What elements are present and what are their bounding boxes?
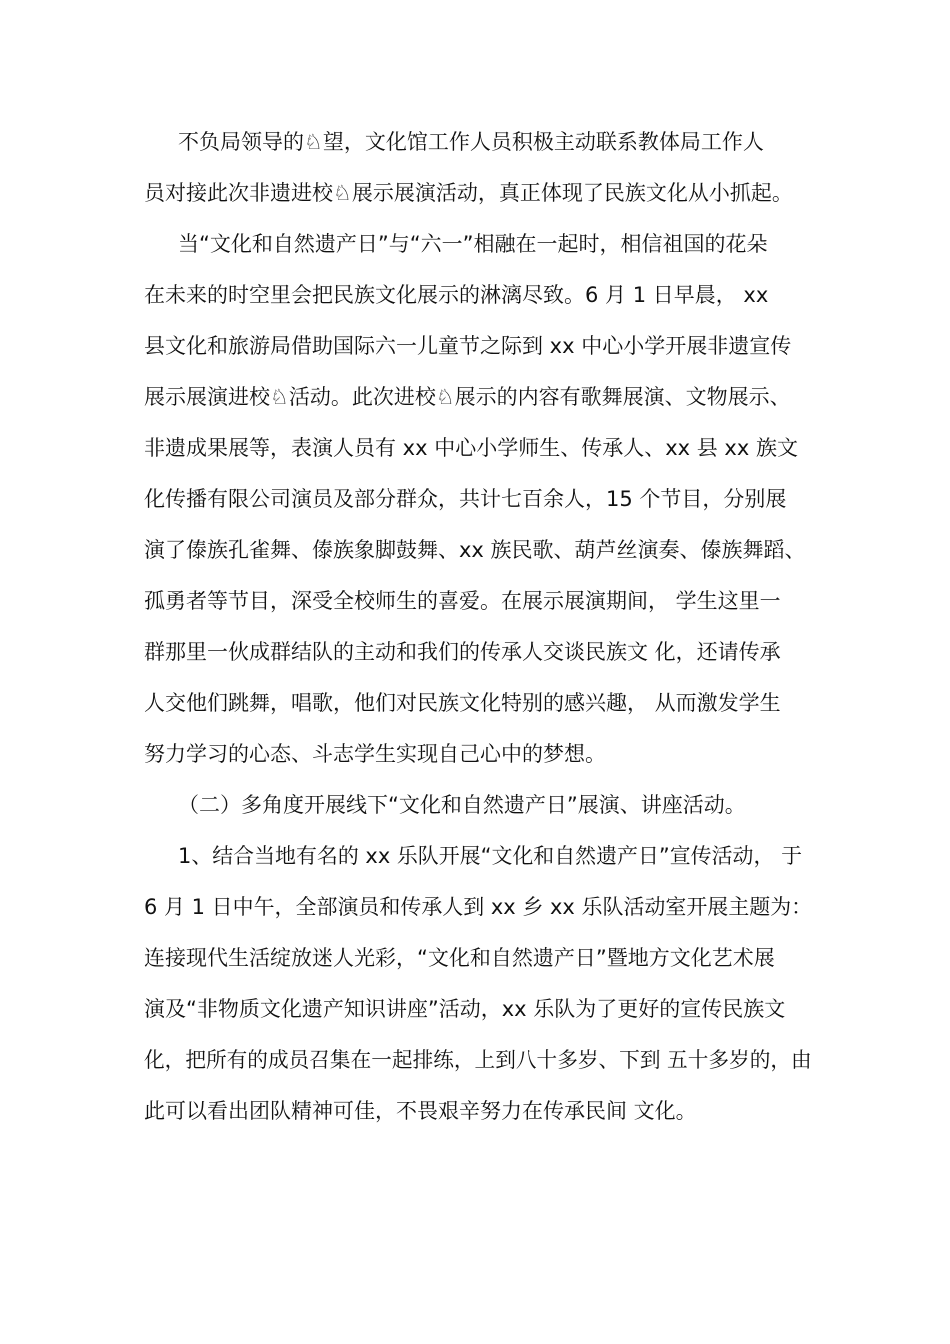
- body-line-1: 不负局领导的♘望，文化馆工作人员积极主动联系教体局工作人: [178, 130, 764, 154]
- body-line-17: 连接现代生活绽放迷人光彩，“文化和自然遗产日”暨地方文化艺术展: [144, 946, 775, 970]
- body-line-8: 化传播有限公司演员及部分群众，共计七百余人，15 个节目，分别展: [144, 487, 787, 511]
- body-line-20: 此可以看出团队精神可佳，不畏艰辛努力在传承民间 文化。: [144, 1099, 697, 1123]
- body-line-4: 在未来的时空里会把民族文化展示的淋漓尽致。6 月 1 日早晨， xx: [144, 283, 769, 307]
- body-line-12: 人交他们跳舞，唱歌，他们对民族文化特别的感兴趣， 从而激发学生: [144, 691, 781, 715]
- body-line-15: 1、结合当地有名的 xx 乐队开展“文化和自然遗产日”宣传活动， 于: [178, 844, 802, 868]
- body-line-19: 化，把所有的成员召集在一起排练，上到八十多岁、下到 五十多岁的，由: [144, 1048, 812, 1072]
- body-line-6: 展示展演进校♘活动。此次进校♘展示的内容有歌舞展演、文物展示、: [144, 385, 791, 409]
- body-line-18: 演及“非物质文化遗产知识讲座”活动，xx 乐队为了更好的宣传民族文: [144, 997, 786, 1021]
- body-line-16: 6 月 1 日中午，全部演员和传承人到 xx 乡 xx 乐队活动室开展主题为：: [144, 895, 813, 919]
- body-line-3: 当“文化和自然遗产日”与“六一”相融在一起时，相信祖国的花朵: [178, 232, 768, 256]
- body-line-5: 县文化和旅游局借助国际六一儿童节之际到 xx 中心小学开展非遗宣传: [144, 334, 792, 358]
- body-line-7: 非遗成果展等，表演人员有 xx 中心小学师生、传承人、xx 县 xx 族文: [144, 436, 798, 460]
- body-line-9: 演了傣族孔雀舞、傣族象脚鼓舞、xx 族民歌、葫芦丝演奏、傣族舞蹈、: [144, 538, 806, 562]
- section-heading: （二）多角度开展线下“文化和自然遗产日”展演、讲座活动。: [178, 793, 746, 817]
- body-line-11: 群那里一伙成群结队的主动和我们的传承人交谈民族文 化，还请传承: [144, 640, 781, 664]
- body-line-13: 努力学习的心态、斗志学生实现自己心中的梦想。: [144, 742, 606, 766]
- body-line-2: 员对接此次非遗进校♘展示展演活动，真正体现了民族文化从小抓起。: [144, 181, 793, 205]
- body-line-10: 孤勇者等节目，深受全校师生的喜爱。在展示展演期间， 学生这里一: [144, 589, 781, 613]
